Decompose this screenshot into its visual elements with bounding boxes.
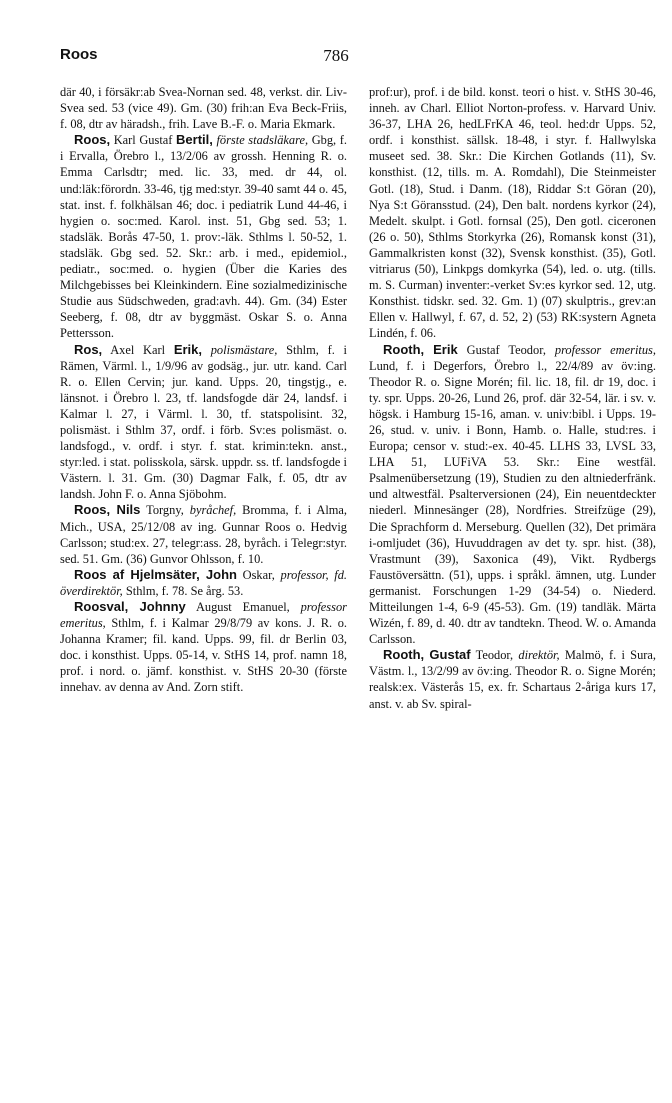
entry-text: Gbg, f. i Ervalla, Örebro l., 13/2/06 av grossh. Henning R. o. Emma Carlsdtr; med. lic. 33, med. dr 44, ol. und:läk:förordn. 33-46, tjg med:styr. 39-40 samt 44 o. 45, stat. inst. f. folkhälsan 46; doc. i pediatrik Lund 44-46, i hygien o. soc:med. Karol. inst. 51, Gbg sed. 53; 1. stadsläk. Borås 47-50, 1. prov:-läk. Sthlms l. 50-52, 1. stadsläk. Gbg sed. 52. Skr.: arb. i med., epidemiol., pediatr., soc:med. o. hygien (Über die Karies des Milchgebisses bei Kleinkindern. Eine sozialmedizinische Studie aus Südschweden, grad:avh. 44). Gm. (34) Ester Seeberg, f. 08, dtr av byggmäst. Oskar S. o. Anna Pettersson. <box>60 133 347 341</box>
biography-entry <box>60 599 347 696</box>
running-head <box>60 46 612 68</box>
biography-entry <box>369 342 656 648</box>
entry-occupation: förste stadsläkare, <box>216 133 309 148</box>
biography-entry <box>60 567 347 599</box>
entry-occupation: polismästare, <box>210 342 278 357</box>
entry-given-names: Torgny, <box>146 503 184 518</box>
biography-entry <box>60 132 347 341</box>
entry-surname: Ros, <box>74 341 103 357</box>
entry-text: Bromma, f. i Alma, Mich., USA, 25/12/08 av ing. Gunnar Roos o. Hedvig Carlsson; stud:ex. 27, telegr:ass. 28, byråch. i Telegr:styr. sed. 51. Gm. (36) Gunvor Ohlsson, f. 10. <box>60 503 347 566</box>
entry-given-names-after: Teodor, <box>475 648 514 663</box>
entry-text: Malmö, f. i Sura, Västm. l., 13/2/99 av öv:ing. Theodor R. o. Signe Morén; realsk:ex. Västerås 15, ex. fr. Schartaus 2-åriga kurs 17, anst. v. ab Sv. spiral- <box>369 648 656 711</box>
entry-occupation: professor emeritus, <box>554 342 656 357</box>
entry-call-name: Gustaf <box>429 647 471 663</box>
entry-surname: Rooth, <box>383 647 425 663</box>
entry-given-names: Karl Gustaf <box>113 133 173 148</box>
biography-entry <box>369 647 656 711</box>
page-number: 786 <box>323 46 349 65</box>
entry-occupation: byråchef, <box>189 503 237 518</box>
biography-entry <box>60 502 347 566</box>
biography-entry <box>60 342 347 503</box>
right-column <box>369 84 656 712</box>
entry-surname: Roosval, Johnny <box>74 599 186 614</box>
header-guide-word: Roos <box>60 46 98 63</box>
entry-call-name: Erik, <box>173 341 202 357</box>
entry-text: Lund, f. i Degerfors, Örebro l., 22/4/89 av öv:ing. Theodor R. o. Signe Morén; fil. lic. 18, fil. dr 19, doc. i ty. spr. Upps. 20-26, Lund 26, prof. där 32-54, lär. i sv. v. högsk. i Hamburg 15-16, aman. v. univ:bibl. i Upps. 19-26, stud. v. univ. i Bonn, Hamb. o. Halle, stud:res. i Europa; censor v. stud:-ex. 40-45. LLHS 33, LVSL 33, LHA 51, LUFiVA 53. Skr.: Eine westfäl. Psalmenübersetzung (19), Studien zu den altniederfränk. und altwestfäl. Psalterversionen (24), Ein neuentdeckter niederl. Minnesänger (28), Nordfries. Streifzüge (29), Die Sprachform d. Merseburg. Quellen (32), Det primära i-omljudet (36), Huvuddragen av det ty. spr. hist. (38), Vrastmunt (39), Saxonica (49), Vikt. Rydbergs Faustöversättn. (51), upps. i språkl. ämnen, utg. Lunder germanist. Forschungen 1-29 (34-54) o. Niederd. Mitteilungen 1-4, 6-9 (45-53). Gm. (19) tandläk. Märta Wizén, f. 89, d. 40. dtr av tandtekn. Theod. W. o. Amanda Carlsson. <box>369 358 656 647</box>
entry-text: där 40, i försäkr:ab Svea-Nornan sed. 48, verkst. dir. Liv-Svea sed. 53 (vice 49). Gm. (30) frih:an Eva Beck-Friis, f. 08, dtr av häradsh., frih. Lave B.-F. o. Maria Ekmark. <box>60 85 347 132</box>
entry-surname: Roos, <box>74 132 111 148</box>
entry-given-names: August Emanuel, <box>195 600 290 614</box>
entry-surname: Roos, Nils <box>74 502 141 518</box>
entry-text: prof:ur), prof. i de bild. konst. teori o hist. v. StHS 30-46, inneh. av Charl. Elliot Norton-profess. v. Harvard Univ. 36-37, LHA 26, hedLFrKA 46, teol. hed:dr Upps. 52, ordf. i konsthist. sällsk. 18-48, i styr. f. Hallwylska museet sed. 38. Skr.: Die Kirchen Gotlands (11), Sv. konsthist. (12, tills. m. A. Romdahl), Die Steinmeister Gotl. (18), Stud. i Danm. (18), Riddar S:t Göran (20), Nya S:t Göransstud. (24), Den balt. nordens kyrkor (24), Medelt. skulpt. i Gotl. fornsal (25), Den gotl. ciceronen (26 o. 50), Sthlms Storkyrka (26), Romansk konst (31), Gammalkristen konst (32), Svensk konsthist. (35), Gotl. vitriarus (50), Linkpgs domkyrka (54), led. o. utg. (tills. m. S. Curman) inventer:-verket Sv:es kyrkor sed. 12, utg. Konsthist. tidskr. sed. 32. Gm. 1) (07) skulptris., grev:an Ellen v. Hallwyl, f. 67, d. 52, 2) (53) RK:systern Agneta Lindén, f. 06. <box>369 85 656 341</box>
entry-occupation: professor, fd. överdirektör, <box>60 567 347 598</box>
entry-given-names-after: Gustaf Teodor, <box>466 342 546 357</box>
entry-call-name: Erik <box>433 341 458 357</box>
entry-surname: Roos af Hjelmsäter, John <box>74 566 237 582</box>
entry-text: Sthlm, f. i Kalmar 29/8/79 av kons. J. R. o. Johanna Kramer; fil. kand. Upps. 99, fil. dr Berlin 03, doc. i konsthist. Upps. 05-14, v. StHS 14, prof. namn 18, prof. i nord. o. jämf. konsthist. v. StHS 20-30 (förste innehav. av denna av And. Zorn stift. <box>60 616 347 695</box>
entry-given-names: Axel Karl <box>110 342 166 357</box>
left-column <box>60 84 347 696</box>
entry-occupation: direktör, <box>518 648 560 663</box>
entry-continuation <box>60 84 347 132</box>
entry-call-name: Bertil, <box>176 132 213 148</box>
entry-text: Sthlm, f. i Rämen, Värml. l., 1/9/96 av godsäg., jur. utr. kand. Carl R. o. Ellen Cervin; jur. kand. Upps. 20, tingstjg., e. länsnot. i Örebro l. 23, tf. landsfogde där 24, landsf. i Kalmar l. 27, i Värml. l. 30, tf. statspolisint. 32, polismäst. i Sthlm 37, ordf. i förb. Sv:es polismäst. o. landsfogd., v. ordf. i styr. f. stat. krimin:tekn. anst., styr:led. i stat. polisskola, särsk. uppdr. ss. tf. landsfogde i Västern. l. 31. Gm. (30) Dagmar Falk, f. 05, dtr av landsh. John F. o. Anna Sjöbohm. <box>60 342 347 502</box>
entry-text: Sthlm, f. 78. Se årg. 53. <box>125 583 244 598</box>
entry-surname: Rooth, <box>383 341 425 357</box>
entry-given-names: Oskar, <box>242 567 275 582</box>
entry-continuation <box>369 84 656 342</box>
entry-occupation: professor emeritus, <box>60 600 347 631</box>
